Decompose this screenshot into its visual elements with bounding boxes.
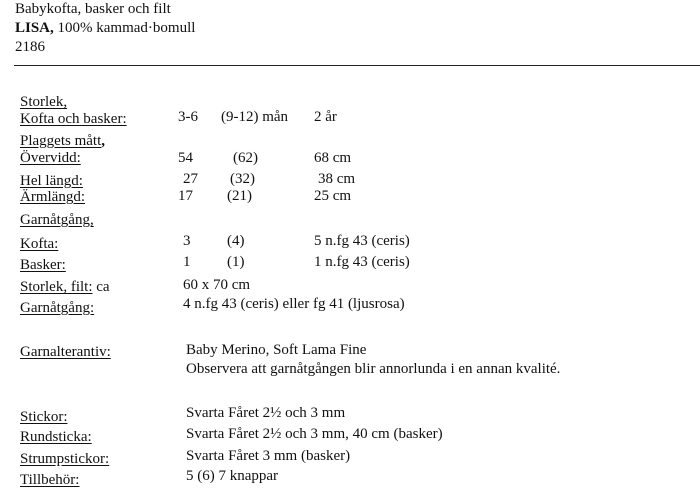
armlangd-value-3: 25 cm [314,188,352,204]
rundsticka-value: Svarta Fåret 2½ och 3 mm, 40 cm (basker) [186,426,443,442]
size-1: 3-6 [178,109,198,125]
plaggets-heading [20,134,105,149]
strumpstickor-value: Svarta Fåret 3 mm (basker) [186,448,351,464]
storlek-filt-label [20,280,110,295]
storlek-filt-label-text: Storlek, filt: [20,279,93,295]
overvidd-value-3: 68 cm [314,150,352,166]
pattern-number: 2186 [15,39,45,55]
hel-langd-value-1: 27 [183,171,198,187]
kofta-value-1: 3 [183,233,191,249]
garnalterantiv-label: Garnalterantiv: [20,344,111,360]
garnatgang-label: Garnåtgång: [20,300,95,316]
garnalterantiv-value-1: Baby Merino, Soft Lama Fine [186,342,367,358]
yarn-name-bold: LISA, [15,20,54,36]
garnatgang-value: 4 n.fg 43 (ceris) eller fg 41 (ljusrosa) [183,296,405,312]
armlangd-value-1: 17 [178,188,193,204]
yarn-name-rest: 100% kammad·bomull [53,20,196,36]
tillbehor-value: 5 (6) 7 knappar [186,468,279,484]
kofta-value-3: 5 n.fg 43 (ceris) [314,233,410,249]
overvidd-label: Övervidd: [20,150,81,166]
tillbehor-label: Tillbehör: [20,472,80,488]
armlangd-label: Ärmlängd: [20,189,85,205]
kofta-basker-label: Kofta och basker: [20,111,127,127]
basker-value-2: (1) [227,254,245,270]
stickor-label: Stickor: [20,409,68,425]
header-divider [14,65,700,66]
kofta-label: Kofta: [20,236,59,252]
basker-label: Basker: [20,257,66,273]
strumpstickor-label: Strumpstickor: [20,451,110,467]
armlangd-value-2: (21) [227,188,252,204]
storlek-heading: Storlek, [20,94,68,110]
stickor-value: Svarta Fåret 2½ och 3 mm [186,405,346,421]
hel-langd-label: Hel längd: [20,173,83,189]
storlek-filt-ca: ca [92,279,110,295]
garnatgang-heading: Garnåtgång, [20,212,94,228]
basker-value-1: 1 [183,254,191,270]
hel-langd-value-3: 38 cm [318,171,356,187]
kofta-value-2: (4) [227,233,245,249]
basker-value-3: 1 n.fg 43 (ceris) [314,254,410,270]
yarn-name [15,21,195,36]
rundsticka-label: Rundsticka: [20,429,92,445]
overvidd-value-2: (62) [233,150,258,166]
hel-langd-value-2: (32) [230,171,255,187]
storlek-filt-value: 60 x 70 cm [183,277,251,293]
size-3: 2 år [314,109,337,125]
overvidd-value-1: 54 [178,150,193,166]
size-2: (9-12) mån [221,109,289,125]
plaggets-heading-comma: , [101,133,105,149]
garnalterantiv-value-2: Observera att garnåtgången blir annorlunda i en annan kvalité. [186,361,561,377]
plaggets-heading-text: Plaggets mått [20,133,102,149]
pattern-title: Babykofta, basker och filt [15,1,171,17]
